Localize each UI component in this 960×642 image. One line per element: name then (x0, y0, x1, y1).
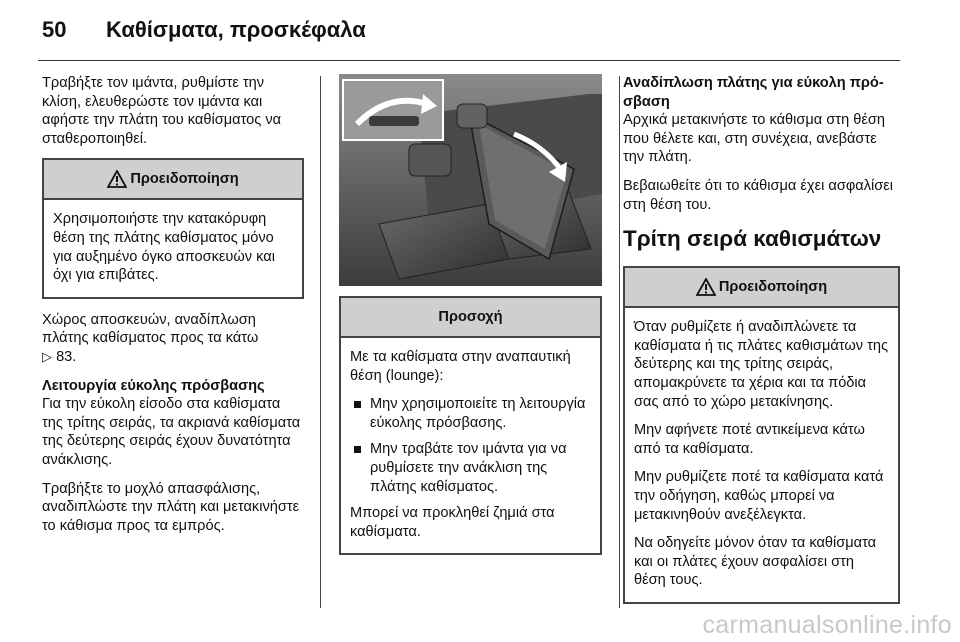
caution-intro: Με τα καθίσματα στην αναπαυτική θέση (lounge): (350, 349, 571, 384)
column-2 (339, 74, 602, 567)
caution-box (339, 296, 602, 555)
reference-text: Χώρος αποσκευών, αναδίπλωση πλάτης καθίσματος προς τα κάτω (42, 311, 259, 347)
page-number: 50 (42, 17, 67, 42)
caution-header (341, 298, 600, 338)
warning-triangle-icon (107, 170, 127, 188)
paragraph: Βεβαιωθείτε ότι το κάθισμα έχει ασφαλίσει στη θέση του. (623, 177, 894, 213)
paragraph: Τραβήξτε τον ιμάντα, ρυθμίστε την κλίση, ελευθερώστε τον ιμάντα και αφήστε την πλάτη του καθίσματος να σταθεροποιηθεί. (42, 75, 282, 147)
column-divider (320, 76, 321, 608)
warning-text: Χρησιμοποιήστε την κατακόρυφη θέση της πλάτης καθίσματος μόνο για αυξημένο όγκο αποσκευών και όχι για επιβάτες. (53, 211, 275, 284)
warning-header (625, 268, 898, 308)
column-3 (623, 74, 900, 616)
warning-paragraph: Μην αφήνετε ποτέ αντικείμενα κάτω από τα καθίσματα. (634, 422, 865, 457)
subheading: Αναδίπλωση πλάτης για εύκολη πρόσβαση (623, 75, 884, 110)
subheading: Λειτουργία εύκολης πρόσβασης (42, 377, 265, 394)
warning-triangle-icon (696, 278, 716, 296)
watermark: carmanualsonline.info (702, 611, 952, 639)
column-divider (619, 76, 620, 608)
reference-arrow-icon: ▷ (42, 348, 52, 364)
seat-folding-illustration (339, 74, 602, 286)
paragraph: Αρχικά μετακινήστε το κάθισμα στη θέση που θέλετε και, στη συνέχεια, ανεβάστε την πλάτη. (623, 112, 885, 166)
paragraph-with-reference (42, 311, 304, 367)
warning-paragraph: Να οδηγείτε μόνον όταν τα καθίσματα και οι πλάτες έχουν ασφαλίσει στη θέση τους. (634, 535, 877, 589)
list-item: Μην τραβάτε τον ιμάντα για να ρυθμίσετε την ανάκλιση της πλάτης καθίσματος. (350, 440, 591, 496)
paragraph: Τραβήξτε το μοχλό απασφάλισης, αναδιπλώστε την πλάτη και μετακινήστε το κάθισμα προς τα εμπρός. (42, 480, 300, 534)
warning-paragraph: Μην ρυθμίζετε ποτέ τα καθίσματα κατά την οδήγηση, καθώς μπορεί να μετακινηθούν ανεξέλεγκτα. (634, 469, 884, 523)
header-rule (38, 60, 900, 61)
warning-title: Προειδοποίηση (718, 279, 828, 296)
section-heading: Τρίτη σειρά καθισμάτων (623, 226, 882, 252)
page-title: Καθίσματα, προσκέφαλα (106, 17, 366, 42)
reference-page[interactable]: 83. (56, 348, 77, 365)
warning-box (623, 266, 900, 604)
column-1 (42, 74, 304, 545)
caution-list (350, 395, 591, 496)
caution-title: Προσοχή (438, 309, 503, 325)
paragraph: Για την εύκολη είσοδο στα καθίσματα της τρίτης σειράς, τα ακριανά καθίσματα της δεύτερης σειράς έχουν δυνατότητα ανάκλισης. (42, 396, 301, 468)
list-item: Μην χρησιμοποιείτε τη λειτουργία εύκολης πρόσβασης. (350, 395, 591, 432)
caution-outro: Μπορεί να προκληθεί ζημιά στα καθίσματα. (350, 505, 555, 540)
warning-title: Προειδοποίηση (130, 171, 239, 188)
warning-paragraph: Όταν ρυθμίζετε ή αναδιπλώνετε τα καθίσματα ή τις πλάτες καθισμάτων της δεύτερης και της τρίτης σειράς, απομακρύνετε τα χέρια και τα πόδια σας από το χώρο μετακίνησης. (634, 319, 889, 410)
warning-box (42, 158, 304, 298)
page-header (42, 10, 366, 50)
warning-header (44, 160, 302, 200)
